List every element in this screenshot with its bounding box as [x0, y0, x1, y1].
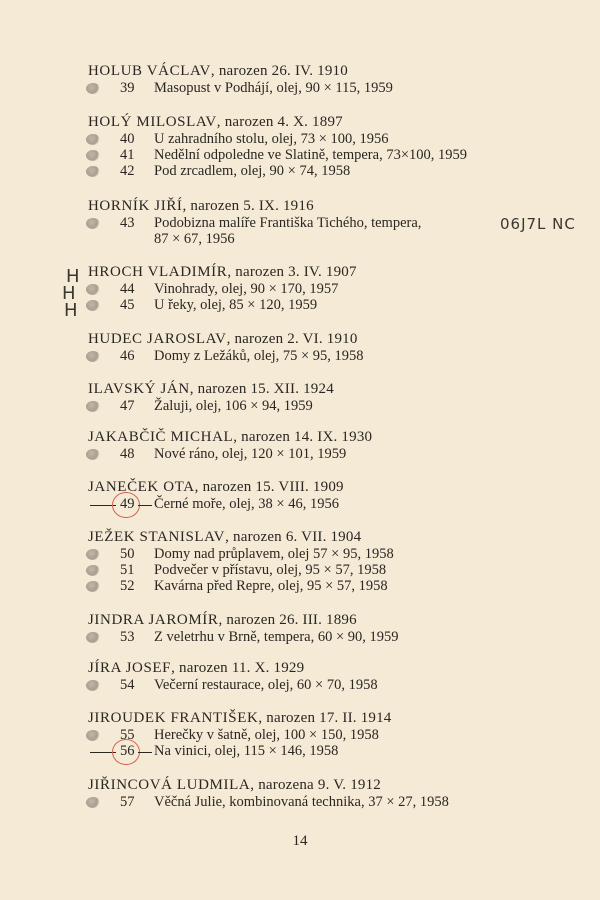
work-title: Z veletrhu v Brně, tempera, 60 × 90, 1959: [154, 629, 399, 645]
artist-heading: JANEČEK OTA, narozen 15. VIII. 1909: [88, 479, 344, 495]
work-number: 46: [120, 348, 135, 364]
work-item: [88, 297, 588, 313]
artist-heading: JINDRA JAROMÍR, narozen 26. III. 1896: [88, 612, 357, 628]
work-item: [88, 546, 588, 562]
birth-date: narozen 15. VIII. 1909: [202, 479, 344, 495]
work-number: 40: [120, 131, 135, 147]
birth-date: narozen 4. X. 1897: [224, 114, 343, 130]
work-item: [88, 281, 588, 297]
artist-heading: HROCH VLADIMÍR, narozen 3. IV. 1907: [88, 264, 357, 280]
stamp-mark: [86, 632, 100, 643]
page-number: 14: [292, 833, 308, 849]
birth-date: narozen 2. VI. 1910: [234, 331, 358, 347]
work-title: Masopust v Podhájí, olej, 90 × 115, 1959: [154, 80, 393, 96]
work-item: [88, 562, 588, 578]
margin-mark: H: [64, 300, 78, 321]
artist-heading: JÍRA JOSEF, narozen 11. X. 1929: [88, 660, 305, 676]
work-number: 50: [120, 546, 135, 562]
work-number: 42: [120, 163, 135, 179]
artist-heading: HUDEC JAROSLAV, narozen 2. VI. 1910: [88, 331, 358, 347]
catalog-entry: [88, 710, 588, 759]
work-number: 51: [120, 562, 135, 578]
work-item: [88, 578, 588, 594]
work-item: [88, 496, 588, 512]
catalog-entry: [88, 114, 588, 179]
work-item: [88, 677, 588, 693]
work-title: Podobizna malíře Františka Tichého, tempera,: [154, 215, 422, 231]
work-item: [88, 446, 588, 462]
work-title: Na vinici, olej, 115 × 146, 1958: [154, 743, 339, 759]
stamp-mark: [86, 300, 100, 311]
artist-name: ILAVSKÝ JÁN: [88, 381, 190, 397]
catalog-entry: [88, 381, 588, 414]
work-number: 43: [120, 215, 135, 231]
work-title: Nedělní odpoledne ve Slatině, tempera, 73×100, 1959: [154, 147, 468, 163]
artist-heading: JEŽEK STANISLAV, narozen 6. VII. 1904: [88, 529, 362, 545]
stamp-mark: [86, 797, 100, 808]
artist-heading: ILAVSKÝ JÁN, narozen 15. XII. 1924: [88, 381, 334, 397]
artist-name: JEŽEK STANISLAV: [88, 529, 226, 545]
artist-name: HUDEC JAROSLAV: [88, 331, 227, 347]
catalog-entry: [88, 331, 588, 364]
red-circle-mark: [112, 739, 140, 765]
work-number: 41: [120, 147, 135, 163]
birth-date: narozen 26. IV. 1910: [218, 63, 348, 79]
artist-name: HORNÍK JIŘÍ: [88, 198, 183, 214]
stamp-mark: [86, 401, 100, 412]
work-title: U řeky, olej, 85 × 120, 1959: [154, 297, 318, 313]
work-title: U zahradního stolu, olej, 73 × 100, 1956: [154, 131, 389, 147]
work-item: [88, 80, 588, 96]
work-title: Pod zrcadlem, olej, 90 × 74, 1958: [154, 163, 351, 179]
stamp-mark: [86, 565, 100, 576]
stamp-mark: [86, 581, 100, 592]
work-title: Domy z Ležáků, olej, 75 × 95, 1958: [154, 348, 364, 364]
stamp-mark: [86, 83, 100, 94]
work-title: Herečky v šatně, olej, 100 × 150, 1958: [154, 727, 379, 743]
artist-name: JÍRA JOSEF: [88, 660, 172, 676]
work-number: 44: [120, 281, 135, 297]
birth-date: narozen 15. XII. 1924: [197, 381, 334, 397]
red-circle-mark: [112, 492, 140, 518]
artist-heading: JIŘINCOVÁ LUDMILA, narozena 9. V. 1912: [88, 777, 381, 793]
birth-date: narozena 9. V. 1912: [258, 777, 381, 793]
work-item: [88, 163, 588, 179]
work-item: [88, 743, 588, 759]
work-number: 48: [120, 446, 135, 462]
work-number: 47: [120, 398, 135, 414]
work-title: Domy nad průplavem, olej 57 × 95, 1958: [154, 546, 394, 562]
birth-date: narozen 11. X. 1929: [179, 660, 305, 676]
work-number: 49: [120, 496, 135, 512]
artist-heading: HORNÍK JIŘÍ, narozen 5. IX. 1916: [88, 198, 314, 214]
catalog-entry: [88, 264, 588, 313]
strike-line: [138, 505, 152, 506]
artist-name: JINDRA JAROMÍR: [88, 612, 219, 628]
strike-line: [138, 752, 152, 753]
artist-name: JIŘINCOVÁ LUDMILA: [88, 777, 251, 793]
stamp-mark: [86, 549, 100, 560]
artist-heading: HOLÝ MILOSLAV, narozen 4. X. 1897: [88, 114, 343, 130]
artist-heading: HOLUB VÁCLAV, narozen 26. IV. 1910: [88, 63, 348, 79]
stamp-mark: [86, 218, 100, 229]
birth-date: narozen 6. VII. 1904: [233, 529, 362, 545]
work-number: 45: [120, 297, 135, 313]
artist-name: HOLUB VÁCLAV: [88, 63, 211, 79]
stamp-mark: [86, 150, 100, 161]
stamp-mark: [86, 134, 100, 145]
work-number: 57: [120, 794, 135, 810]
catalog-entry: [88, 63, 588, 96]
work-title: Podvečer v přístavu, olej, 95 × 57, 1958: [154, 562, 387, 578]
work-item: [88, 398, 588, 414]
artist-name: HOLÝ MILOSLAV: [88, 114, 217, 130]
work-item: [88, 727, 588, 743]
work-number: 53: [120, 629, 135, 645]
work-title: Vinohrady, olej, 90 × 170, 1957: [154, 281, 339, 297]
birth-date: narozen 3. IV. 1907: [235, 264, 357, 280]
work-title: Kavárna před Repre, olej, 95 × 57, 1958: [154, 578, 388, 594]
stamp-mark: [86, 166, 100, 177]
catalog-entry: [88, 660, 588, 693]
stamp-mark: [86, 449, 100, 460]
work-item: [88, 794, 588, 810]
birth-date: narozen 14. IX. 1930: [241, 429, 373, 445]
catalog-entry: [88, 777, 588, 810]
work-item: [88, 629, 588, 645]
artist-name: JANEČEK OTA: [88, 479, 195, 495]
artist-heading: JIROUDEK FRANTIŠEK, narozen 17. II. 1914: [88, 710, 392, 726]
work-title: Věčná Julie, kombinovaná technika, 37 × 27, 1958: [154, 794, 449, 810]
work-number: 55: [120, 727, 135, 743]
catalog-entry: [88, 612, 588, 645]
birth-date: narozen 5. IX. 1916: [190, 198, 314, 214]
work-number: 56: [120, 743, 135, 759]
artist-name: HROCH VLADIMÍR: [88, 264, 228, 280]
birth-date: narozen 17. II. 1914: [266, 710, 392, 726]
catalog-entry: [88, 529, 588, 594]
artist-name: JAKABČIČ MICHAL: [88, 429, 234, 445]
margin-mark: H: [62, 283, 76, 304]
catalog-entry: [88, 429, 588, 462]
work-title-continuation: 87 × 67, 1956: [154, 231, 235, 247]
work-number: 39: [120, 80, 135, 96]
work-title: Žaluji, olej, 106 × 94, 1959: [154, 398, 313, 414]
work-number: 52: [120, 578, 135, 594]
work-number: 54: [120, 677, 135, 693]
artist-name: JIROUDEK FRANTIŠEK: [88, 710, 259, 726]
work-item: [88, 147, 588, 163]
birth-date: narozen 26. III. 1896: [226, 612, 357, 628]
stamp-mark: [86, 351, 100, 362]
artist-heading: JAKABČIČ MICHAL, narozen 14. IX. 1930: [88, 429, 373, 445]
margin-mark: H: [66, 266, 80, 287]
stamp-mark: [86, 680, 100, 691]
work-title: Večerní restaurace, olej, 60 × 70, 1958: [154, 677, 378, 693]
catalog-entry: [88, 479, 588, 512]
work-item: [88, 348, 588, 364]
work-item-continuation: [88, 231, 588, 247]
stamp-mark: [86, 730, 100, 741]
work-title: Nové ráno, olej, 120 × 101, 1959: [154, 446, 347, 462]
handwritten-note: 06J7L NC: [500, 215, 576, 233]
work-item: [88, 131, 588, 147]
work-title: Černé moře, olej, 38 × 46, 1956: [154, 496, 339, 512]
stamp-mark: [86, 284, 100, 295]
